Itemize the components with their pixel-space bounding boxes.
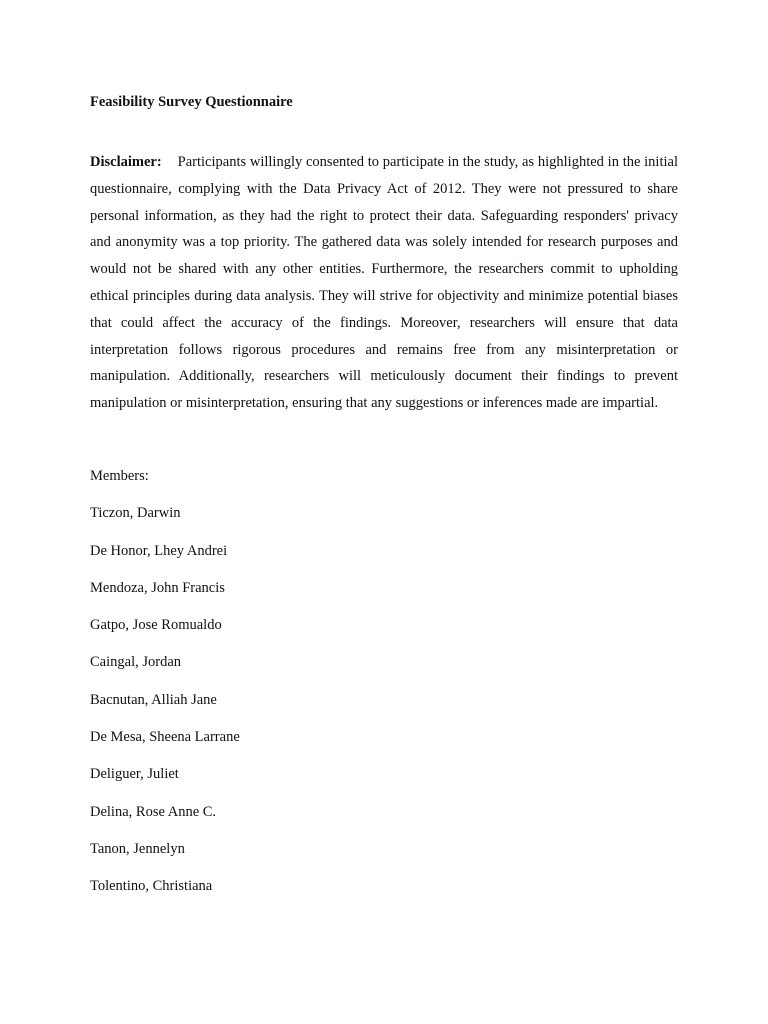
member-item: Bacnutan, Alliah Jane	[90, 691, 217, 708]
member-item: Caingal, Jordan	[90, 654, 182, 671]
disclaimer-paragraph	[90, 149, 678, 417]
member-item: Tolentino, Christiana	[90, 878, 213, 895]
document-page	[90, 92, 678, 896]
member-item: Tanon, Jennelyn	[90, 840, 185, 857]
document-title: Feasibility Survey Questionnaire	[90, 94, 293, 110]
member-item: De Mesa, Sheena Larrane	[90, 729, 240, 746]
member-item: De Honor, Lhey Andrei	[90, 542, 228, 559]
member-item: Deliguer, Juliet	[90, 766, 179, 783]
members-heading: Members:	[90, 467, 149, 484]
member-item: Gatpo, Jose Romualdo	[90, 617, 222, 634]
members-list	[90, 503, 678, 896]
disclaimer-text: Participants willingly consented to participate in the study, as highlighted in the initial questionnaire, complying with the Data Privacy Act of 2012. They were not pressured to share personal information, as they had the right to protect their data. Safeguarding responders' privacy and anonymity was a top priority. The gathered data was solely intended for research purposes and would not be shared with any other entities. Furthermore, the researchers commit to upholding ethical principles during data analysis. They will strive for objectivity and minimize potential biases that could affect the accuracy of the findings. Moreover, researchers will ensure that data interpretation follows rigorous procedures and remains free from any misinterpretation or manipulation. Additionally, researchers will meticulously document their findings to prevent manipulation or misinterpretation, ensuring that any suggestions or inferences made are impartial.	[90, 154, 678, 412]
member-item: Delina, Rose Anne C.	[90, 803, 217, 820]
member-item: Mendoza, John Francis	[90, 579, 225, 596]
disclaimer-label: Disclaimer:	[90, 154, 162, 170]
member-item: Ticzon, Darwin	[90, 505, 181, 522]
